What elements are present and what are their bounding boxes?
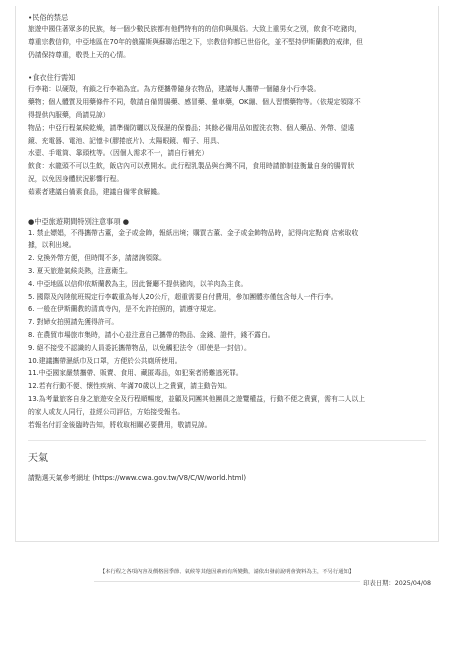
itinerary-notes-card [15, 6, 439, 542]
footer-notice: 【本行程之各項內容及價格因季節、氣候等其他因素而有所變動，請依出發前說明會資料為主，不另行通知】 [94, 567, 360, 582]
travel-tips-heading: •食衣住行需知 [28, 73, 76, 83]
travel-tips-line: 茹素者建議自備素食品，建議自備零食解饞。 [28, 187, 164, 196]
note-line: 5. 國際及內陸航班規定行李載重為每人20公斤，超重需要自付費用，參加團體亦僅包含每人一件行李。 [28, 292, 338, 301]
travel-tips-line: 行李箱：以硬殼，有鎖之行李箱為宜。為方便攜帶隨身衣物品，建議每人攜帶一個隨身小行李袋。 [28, 85, 321, 94]
special-notes-heading: ●中亞旅遊期間特別注意事項 ● [28, 216, 130, 226]
special-notes-section [28, 216, 426, 432]
note-line: 1. 禁止嫖娼，不得攜帶古董，金子或金飾，報紙出境；購買古董、金子或金飾物品時，記得向定點商 店索取收 [28, 228, 359, 237]
section-divider [28, 440, 426, 441]
note-line: 4. 中亞地區以信仰依斯蘭教為主，因此餐廳不提供豬肉，以羊肉為主食。 [28, 279, 248, 288]
customs-section [28, 12, 426, 61]
note-line: 8. 在農貿市場旅市集時，請小心並注意自己攜帶的物品、金錢、證件，錢不露白。 [28, 330, 275, 339]
note-line: 2. 兌換外幣方便，但時間不多，請諸詢領隊。 [28, 254, 166, 263]
travel-tips-line: 得提供內服藥，尚請見諒） [28, 110, 110, 119]
travel-tips-line: 況，以免因身體狀況影響行程。 [28, 174, 124, 183]
note-line: 10.建議攜帶濕紙巾及口罩，方便於公共廁所使用。 [28, 356, 182, 365]
travel-tips-line: 水壺、手電筒、靠頭枕等。（因個人需求不一，請自行補充） [28, 149, 209, 158]
note-line: 7. 對婦女拍照請先獲得許可。 [28, 318, 119, 327]
travel-tips-line: 鏡、充電器、電池、記憶卡(膠捲底片)、太陽眼鏡、帽子、用具、 [28, 136, 224, 145]
weather-link[interactable]: 請點選天氣參考網址 (https://www.cwa.gov.tw/V8/C/W/world.html) [28, 474, 247, 483]
weather-heading: 天氣 [28, 453, 48, 465]
travel-tips-line: 藥物；個人體質及用藥條件不同，敬請自備胃腸藥、感冒藥、暈車藥，OK繃、個人習慣藥物等。（依規定領隊不 [28, 98, 361, 107]
note-line: 的家人或友人同行，並經公司評估，方始接受報名。 [28, 407, 185, 416]
note-line: 11.中亞國家嚴禁攜帶、販賣、食用、藏匿毒品，如犯案者將難逃死罪。 [28, 369, 243, 378]
customs-heading: •民俗的禁忌 [28, 13, 69, 22]
note-line: 9. 絕不接受不認識的人員委託攜帶物品，以免觸犯法令（即使是一封信）。 [28, 343, 251, 352]
customs-line: 旅遊中國住著眾多的民族，每一個少數民族都有他們特有的的信仰與風俗。大致上重男女之別，飲食不吃豬肉， [28, 25, 362, 33]
note-line: 3. 夏天旅遊氣候炎熱，注意衛生。 [28, 266, 132, 275]
note-line: 12.若有行動不便、懷性疾病、年滿70歲以上之貴賓，請主動告知。 [28, 382, 231, 391]
weather-section [28, 451, 426, 485]
print-date: 印表日期：2025/04/08 [363, 580, 431, 587]
note-line: 據，以利出境。 [28, 241, 76, 250]
customs-line: 尊重宗教信仰，中亞地區在70年的俄羅斯與蘇聯治理之下，宗教信仰都已世俗化，並不堅持伊斯蘭教的戒律，但 [28, 37, 363, 46]
note-line: 6. 一般在伊斯蘭教的清真寺內，是不允許拍照的，請遵守規定。 [28, 305, 221, 314]
travel-tips-line: 飲食：水龍頭不可以生飲，飯店內可以煮開水。此行程乳製品與台灣不同，食用時請節制並衡量自身的腸胃狀 [28, 162, 355, 171]
travel-tips-line: 物品；中亞行程氣候乾燥，請準備防曬以及保濕的保養品；其餘必備用品如盥洗衣物、個人藥品、外幣、望遠 [28, 123, 355, 132]
note-line: 若報名付訂金後臨時告知，將收取相關必要費用，敬請見諒。 [28, 420, 212, 429]
travel-tips-section [28, 72, 426, 198]
customs-line: 仍請保持尊重，敬畏上天的心情。 [28, 50, 130, 59]
note-line: 13.為考量旅客自身之旅遊安全及行程順暢度，並顧及同團其他團員之遊覽權益，行動不便之貴賓，需有二人以上 [28, 394, 366, 403]
